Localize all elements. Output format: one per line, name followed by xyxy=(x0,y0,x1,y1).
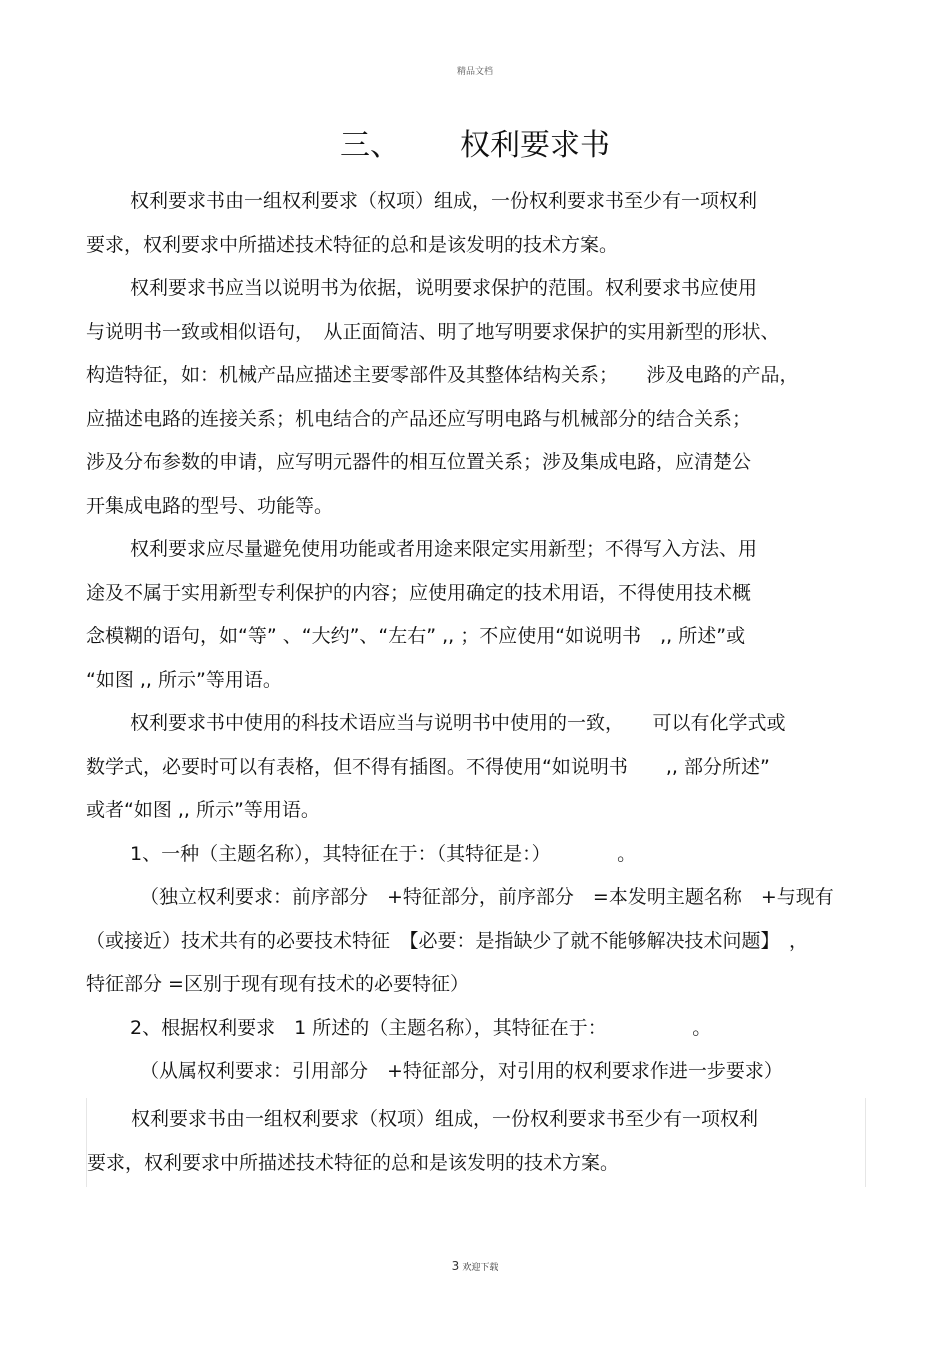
text-line: 构造特征，如：机械产品应描述主要零部件及其整体结构关系； 涉及电路的产品， xyxy=(86,364,799,386)
text-line: 权利要求书中使用的科技术语应当与说明书中使用的一致， 可以有化学式或 xyxy=(130,712,786,734)
claim-1-note: （或接近）技术共有的必要技术特征 【必要：是指缺少了就不能够解决技术问题】 ， xyxy=(86,929,809,952)
claim-1-note: （独立权利要求：前序部分 +特征部分，前序部分 =本发明主题名称 +与现有 xyxy=(140,886,834,908)
text-line: 数学式，必要时可以有表格，但不得有插图。不得使用“如说明书 ,, 部分所述” xyxy=(86,755,770,778)
claim-2: 2、根据权利要求 1 所述的（主题名称），其特征在于： 。 xyxy=(130,1016,712,1039)
page-footer xyxy=(0,1259,950,1273)
claim-2-note: （从属权利要求：引用部分 +特征部分，对引用的权利要求作进一步要求） xyxy=(140,1060,783,1082)
claim-1-note: 特征部分 =区别于现有现有技术的必要特征） xyxy=(86,973,469,995)
claim-1: 1、一种（主题名称），其特征在于：（其特征是：） 。 xyxy=(130,842,637,865)
text-line: 权利要求书由一组权利要求（权项）组成，一份权利要求书至少有一项权利 xyxy=(131,1108,759,1130)
footer-text: 欢迎下载 xyxy=(462,1263,499,1273)
document-body xyxy=(86,180,866,1094)
text-line: 权利要求应尽量避免使用功能或者用途来限定实用新型；不得写入方法、用 xyxy=(130,538,758,560)
section-title xyxy=(0,120,950,164)
repeated-paragraph-box xyxy=(86,1098,866,1187)
text-line: “如图 ,, 所示”等用语。 xyxy=(86,668,282,691)
text-line: 念模糊的语句，如“等” 、“大约”、“左右” ,, ；不应使用“如说明书 ,, 所述”或 xyxy=(86,625,746,647)
text-line: 涉及分布参数的申请，应写明元器件的相互位置关系；涉及集成电路，应清楚公 xyxy=(86,451,752,473)
section-number: 三、 xyxy=(340,128,400,163)
text-line: 或者“如图 ,, 所示”等用语。 xyxy=(86,799,320,821)
section-title-text: 权利要求书 xyxy=(460,128,610,163)
page-header: 精品文档 xyxy=(456,67,493,77)
text-line: 权利要求书由一组权利要求（权项）组成，一份权利要求书至少有一项权利 xyxy=(130,190,758,212)
text-line: 途及不属于实用新型专利保护的内容；应使用确定的技术用语，不得使用技术概 xyxy=(86,581,752,604)
page-number: 3 xyxy=(451,1259,460,1273)
text-line: 与说明书一致或相似语句， 从正面简洁、明了地写明要求保护的实用新型的形状、 xyxy=(86,320,780,343)
text-line: 开集成电路的型号、功能等。 xyxy=(86,494,334,517)
text-line: 权利要求书应当以说明书为依据，说明要求保护的范围。权利要求书应使用 xyxy=(130,277,758,299)
text-line: 要求，权利要求中所描述技术特征的总和是该发明的技术方案。 xyxy=(87,1151,620,1174)
text-line: 要求，权利要求中所描述技术特征的总和是该发明的技术方案。 xyxy=(86,233,619,256)
text-line: 应描述电路的连接关系；机电结合的产品还应写明电路与机械部分的结合关系； xyxy=(86,407,752,430)
